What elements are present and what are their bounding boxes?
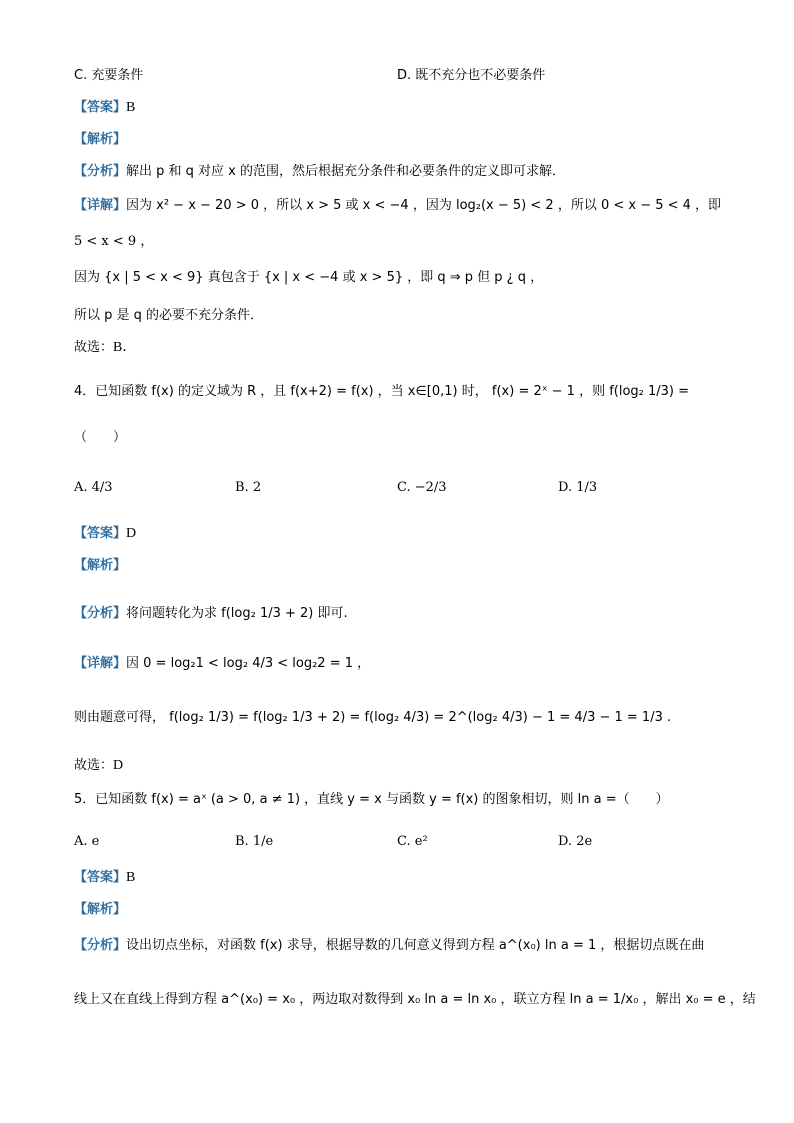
fenxi-label: 【分析】 (74, 938, 127, 953)
answer-label: 【答案】 (74, 526, 127, 541)
q4-fenxi-row (74, 604, 348, 624)
q4-option-a: A. 4/3 (74, 480, 113, 495)
q3-analysis-row (74, 130, 126, 150)
q4-xiangjie-line2: 则由题意可得， f(log₂ 1/3) = f(log₂ 1/3 + 2) = f(log₂ 4/3) = 2^(log₂ 4/3) − 1 = 4/3 − 1 = 1/3 . (74, 710, 672, 725)
q4-analysis-row (74, 556, 126, 576)
q5-analysis-row (74, 900, 126, 920)
q5-fenxi-line1 (74, 936, 704, 956)
q5-option-b: B. 1/e (235, 834, 274, 849)
q4-answer-row (74, 524, 136, 544)
q3-xiangjie-text1: 因为 x² − x − 20 > 0 ，所以 x > 5 或 x < −4 ，因为 log₂(x − 5) < 2 ，所以 0 < x − 5 < 4 ，即 (126, 198, 722, 213)
q4-answer-value: D (126, 526, 137, 541)
q4-option-b: B. 2 (235, 480, 262, 495)
q5-answer-row (74, 868, 135, 888)
analysis-label: 【解析】 (74, 902, 127, 917)
q5-fenxi-text1: 设出切点坐标，对函数 f(x) 求导，根据导数的几何意义得到方程 a^(x₀) ln a = 1 ，根据切点既在曲 (126, 938, 705, 953)
q4-choice-row (74, 756, 123, 776)
q5-option-d: D. 2e (558, 834, 593, 849)
q3-option-c: C. 充要条件 (74, 68, 144, 83)
q3-fenxi-text: 解出 p 和 q 对应 x 的范围，然后根据充分条件和必要条件的定义即可求解． (126, 164, 566, 179)
q3-xiangjie-line2: 5 < x < 9 ， (74, 234, 154, 249)
q5-fenxi-line2: 线上又在直线上得到方程 a^(x₀) = x₀ ，两边取对数得到 x₀ ln a = ln x₀ ，联立方程 ln a = 1/x₀ ，解出 x₀ = e ，结 (74, 992, 756, 1007)
q3-choice-row (74, 338, 136, 358)
fenxi-label: 【分析】 (74, 164, 127, 179)
q3-answer-value: B (126, 100, 136, 115)
guxuan-label: 故选： (74, 758, 114, 773)
q3-xiangjie-line4: 所以 p 是 q 的必要不充分条件． (74, 308, 264, 323)
fenxi-label: 【分析】 (74, 606, 127, 621)
q5-option-c: C. e² (397, 834, 428, 849)
q5-answer-value: B (126, 870, 136, 885)
answer-label: 【答案】 (74, 870, 127, 885)
q4-stem-line2: （ ） (74, 430, 127, 445)
q4-option-d: D. 1/3 (558, 480, 598, 495)
q3-answer-row (74, 98, 135, 118)
guxuan-label: 故选： (74, 340, 114, 355)
q4-choice-value: D (113, 758, 124, 773)
q4-xiangjie-line1 (74, 654, 370, 674)
q5-option-a: A. e (74, 834, 100, 849)
q3-xiangjie-line1 (74, 196, 721, 216)
xiangjie-label: 【详解】 (74, 198, 127, 213)
q4-option-c: C. −2/3 (397, 480, 447, 495)
q3-xiangjie-line3: 因为 {x | 5 < x < 9} 真包含于 {x | x < −4 或 x > 5} ，即 q ⇒ p 但 p ¿ q ， (74, 270, 544, 285)
xiangjie-label: 【详解】 (74, 656, 127, 671)
analysis-label: 【解析】 (74, 132, 127, 147)
analysis-label: 【解析】 (74, 558, 127, 573)
q3-choice-value: B． (113, 340, 137, 355)
q4-xiangjie-text1: 因 0 = log₂1 < log₂ 4/3 < log₂2 = 1 ， (126, 656, 371, 671)
q5-stem: 5．已知函数 f(x) = aˣ (a > 0, a ≠ 1) ，直线 y = x 与函数 y = f(x) 的图象相切，则 ln a =（ ） (74, 792, 669, 807)
q3-fenxi-row (74, 162, 565, 182)
q3-option-d: D. 既不充分也不必要条件 (397, 68, 546, 83)
q4-fenxi-text: 将问题转化为求 f(log₂ 1/3 + 2) 即可. (126, 606, 348, 621)
q4-stem-line1: 4．已知函数 f(x) 的定义域为 R ，且 f(x+2) = f(x) ，当 x∈[0,1) 时， f(x) = 2ˣ − 1 ，则 f(log₂ 1/3) = (74, 384, 690, 399)
answer-label: 【答案】 (74, 100, 127, 115)
